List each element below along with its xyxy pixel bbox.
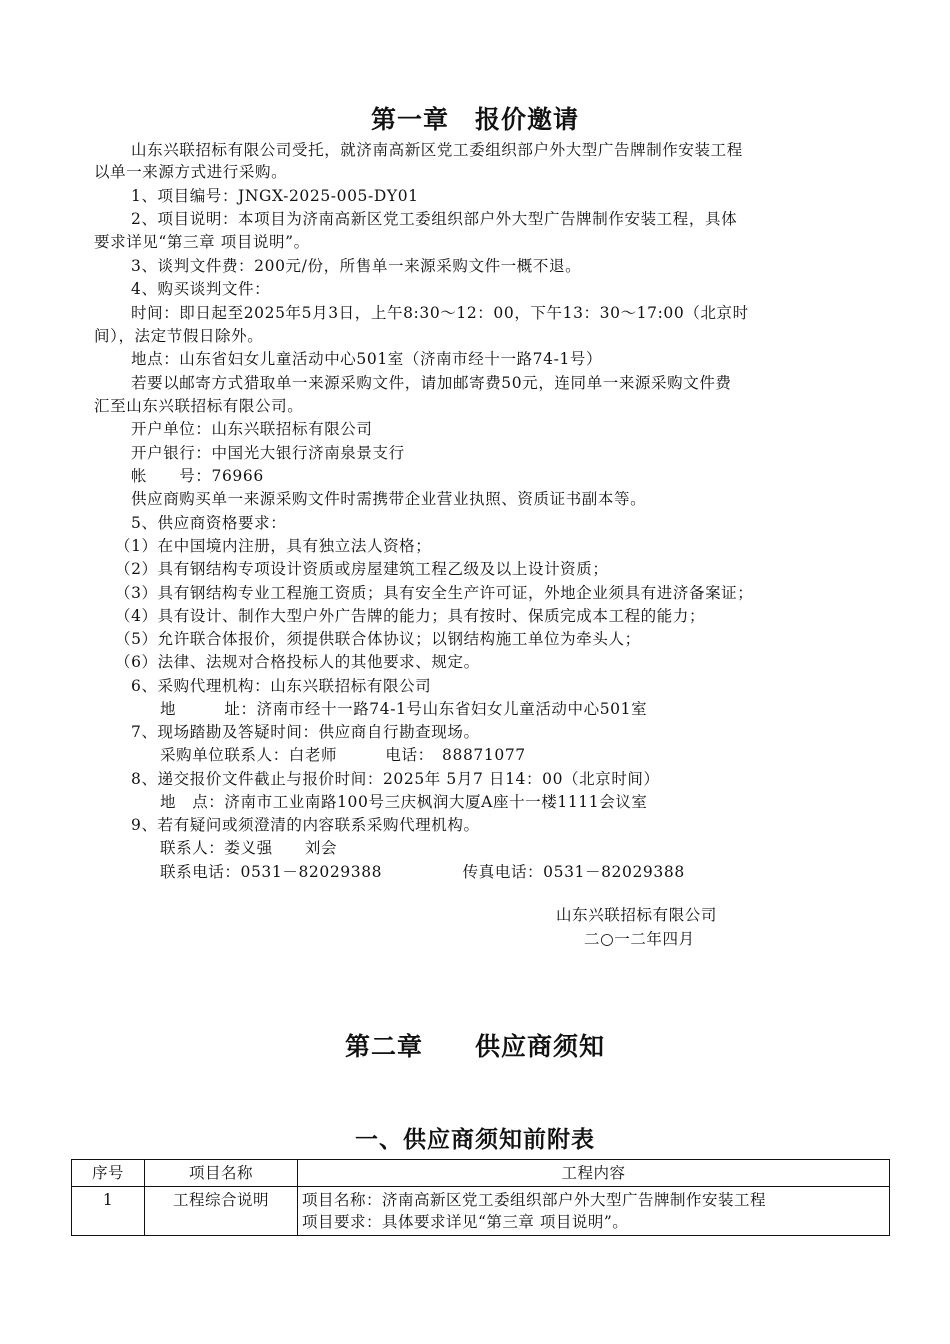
supplier-notice-front-table xyxy=(71,1159,890,1236)
body-line: （1）在中国境内注册，具有独立法人资格； xyxy=(115,537,432,555)
body-line: 2、项目说明：本项目为济南高新区党工委组织部户外大型广告牌制作安装工程，具体 xyxy=(131,210,738,228)
table-row xyxy=(72,1187,890,1236)
body-line: 9、若有疑问或须澄清的内容联系采购代理机构。 xyxy=(131,816,480,834)
body-line: （3）具有钢结构专业工程施工资质；具有安全生产许可证，外地企业须具有进济备案证； xyxy=(115,584,754,602)
signature-organization: 山东兴联招标有限公司 xyxy=(556,906,718,924)
body-line: 联系电话：0531－82029388 传真电话：0531－82029388 xyxy=(160,863,685,881)
chapter-1-title: 第一章 报价邀请 xyxy=(370,105,579,134)
body-line: 地 址：济南市经十一路74-1号山东省妇女儿童活动中心501室 xyxy=(160,700,648,718)
body-line: 以单一来源方式进行采购。 xyxy=(94,163,288,181)
body-line: 间），法定节假日除外。 xyxy=(94,327,264,345)
body-line: 4、购买谈判文件： xyxy=(131,280,271,298)
body-line: 联系人：娄义强 刘会 xyxy=(160,839,338,857)
body-line: （4）具有设计、制作大型户外广告牌的能力；具有按时、保质完成本工程的能力； xyxy=(115,607,706,625)
content-line: 项目名称：济南高新区党工委组织部户外大型广告牌制作安装工程 xyxy=(302,1191,767,1209)
cell-content xyxy=(298,1187,890,1236)
column-header-content: 工程内容 xyxy=(298,1160,890,1187)
body-line: 山东兴联招标有限公司受托，就济南高新区党工委组织部户外大型广告牌制作安装工程 xyxy=(131,141,743,159)
column-header-number: 序号 xyxy=(72,1160,145,1187)
body-line: 5、供应商资格要求： xyxy=(131,514,287,532)
column-header-item-name: 项目名称 xyxy=(145,1160,298,1187)
chapter-2-title: 第二章 供应商须知 xyxy=(344,1032,605,1061)
body-line: 7、现场踏勘及答疑时间：供应商自行勘查现场。 xyxy=(131,723,480,741)
body-line: 地点：山东省妇女儿童活动中心501室（济南市经十一路74-1号） xyxy=(131,350,603,368)
body-line: 汇至山东兴联招标有限公司。 xyxy=(94,397,304,415)
signature-date: 二○一二年四月 xyxy=(584,930,695,948)
body-line: 要求详见“第三章 项目说明”。 xyxy=(94,233,310,251)
body-line: （5）允许联合体报价，须提供联合体协议；以钢结构施工单位为牵头人； xyxy=(115,630,641,648)
body-line: 8、递交报价文件截止与报价时间：2025年 5月7 日14：00（北京时间） xyxy=(131,770,660,788)
body-line: 6、采购代理机构：山东兴联招标有限公司 xyxy=(131,677,432,695)
body-line: （6）法律、法规对合格投标人的其他要求、规定。 xyxy=(115,653,480,671)
body-line: 采购单位联系人：白老师 电话： 88871077 xyxy=(160,746,526,764)
cell-number: 1 xyxy=(72,1187,145,1236)
table-header-row xyxy=(72,1160,890,1187)
body-line: 1、项目编号：JNGX-2025-005-DY01 xyxy=(131,187,419,205)
cell-item-name: 工程综合说明 xyxy=(145,1187,298,1236)
section-title: 一、供应商须知前附表 xyxy=(355,1127,595,1153)
body-line: （2）具有钢结构专项设计资质或房屋建筑工程乙级及以上设计资质； xyxy=(115,560,609,578)
body-line: 开户银行：中国光大银行济南泉景支行 xyxy=(131,444,405,462)
body-line: 3、谈判文件费：200元/份，所售单一来源采购文件一概不退。 xyxy=(131,257,582,275)
body-line: 若要以邮寄方式猎取单一来源采购文件，请加邮寄费50元，连同单一来源采购文件费 xyxy=(131,374,732,392)
body-line: 供应商购买单一来源采购文件时需携带企业营业执照、资质证书副本等。 xyxy=(131,490,647,508)
body-line: 帐 号：76966 xyxy=(131,467,264,485)
body-line: 开户单位：山东兴联招标有限公司 xyxy=(131,420,373,438)
body-line: 时间：即日起至2025年5月3日，上午8:30～12：00，下午13：30～17:00（北京时 xyxy=(131,304,749,322)
body-line: 地 点：济南市工业南路100号三庆枫润大厦A座十一楼1111会议室 xyxy=(160,793,648,811)
content-line: 项目要求：具体要求详见“第三章 项目说明”。 xyxy=(302,1213,629,1231)
